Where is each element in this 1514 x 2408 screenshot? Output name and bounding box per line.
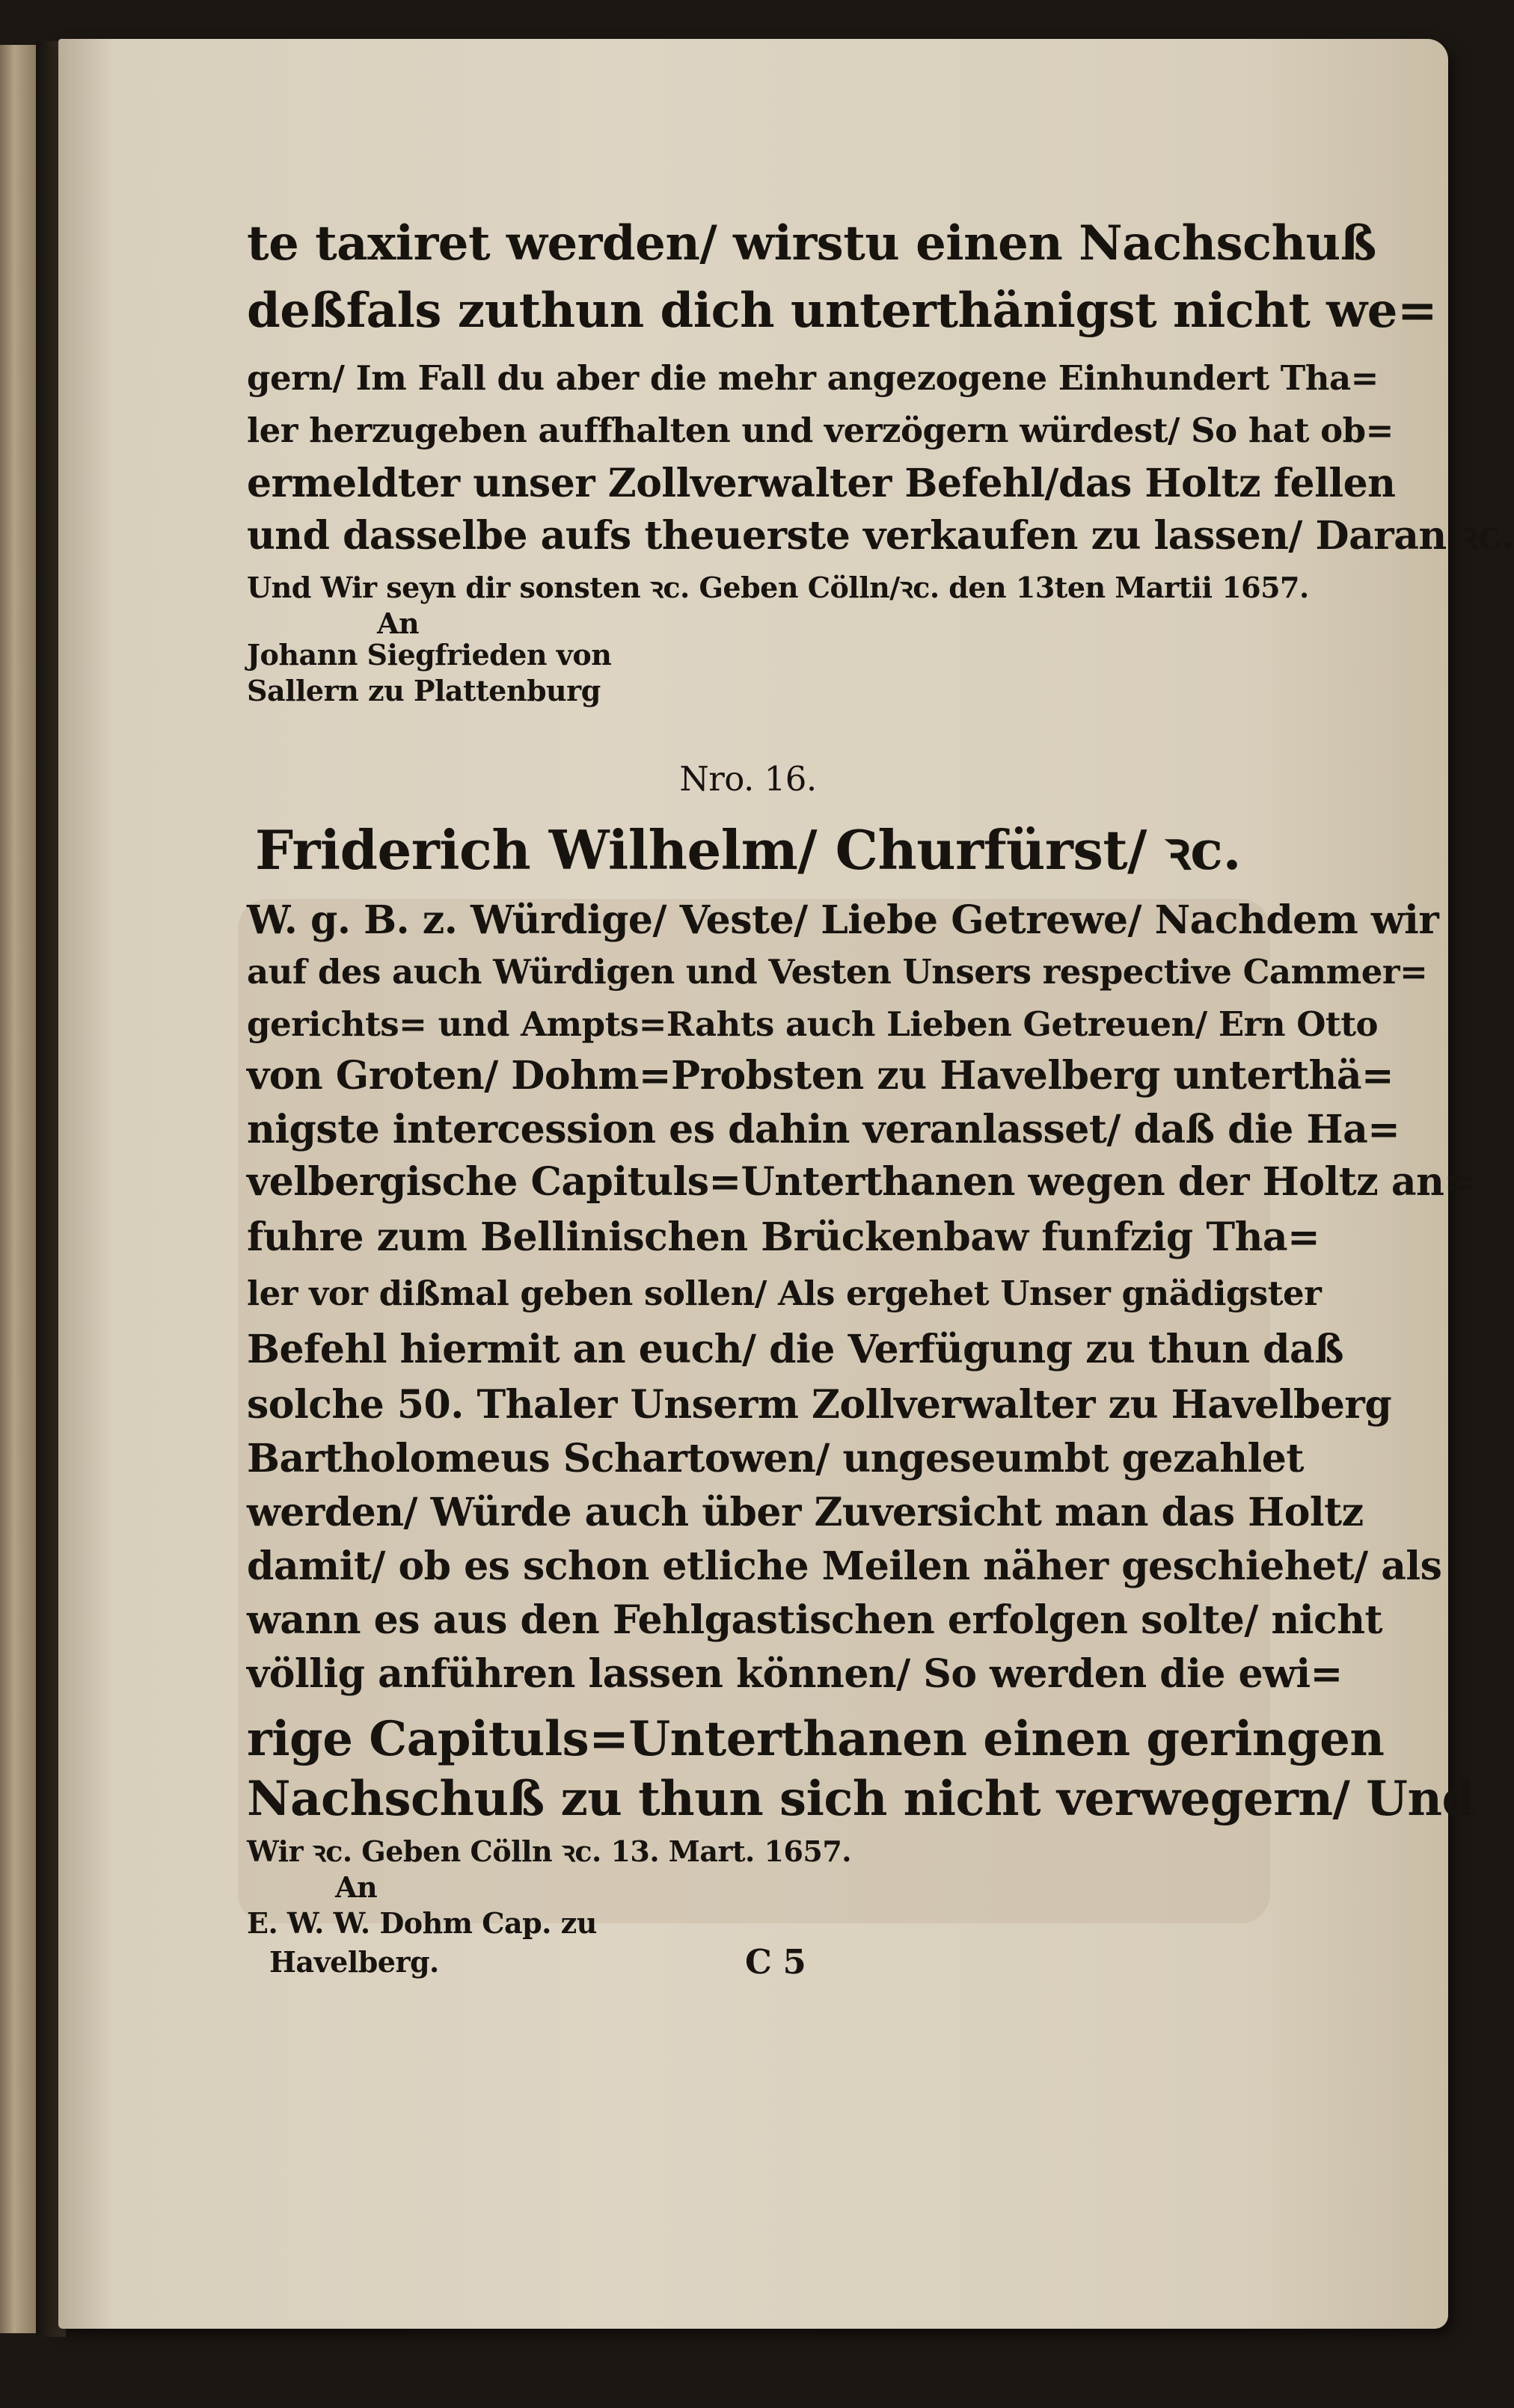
text-line: von Groten/ Dohm=Probsten zu Havelberg unterthä= <box>247 1053 1394 1099</box>
text-line: rige Capituls=Unterthanen einen geringen <box>247 1711 1385 1767</box>
text-line: deßfals zuthun dich unterthänigst nicht we= <box>247 283 1438 339</box>
text-line: Nachschuß zu thun sich nicht verwegern/ Und <box>247 1771 1475 1827</box>
text-line: velbergische Capituls=Unterthanen wegen der Holtz an= <box>247 1159 1477 1205</box>
text-line: ler herzugeben auffhalten und verzögern würdest/ So hat ob= <box>247 411 1394 450</box>
document-page <box>58 39 1514 2329</box>
text-line: gern/ Im Fall du aber die mehr angezogene Einhundert Tha= <box>247 358 1379 398</box>
previous-page-edge <box>0 45 36 2333</box>
text-line: und dasselbe aufs theuerste verkaufen zu lassen/ Daran ꝛc. <box>247 513 1514 559</box>
addressee-line: Sallern zu Plattenburg <box>247 674 601 707</box>
text-line: Wir ꝛc. Geben Cölln ꝛc. 13. Mart. 1657. <box>247 1834 852 1868</box>
addressee-line: Johann Siegfrieden von <box>247 638 612 672</box>
text-line: Bartholomeus Schartowen/ ungeseumbt gezahlet <box>247 1436 1304 1481</box>
text-line: solche 50. Thaler Unserm Zollverwalter zu Havelberg <box>247 1382 1392 1428</box>
text-line: völlig anführen lassen können/ So werden die ewi= <box>247 1651 1343 1697</box>
text-line: te taxiret werden/ wirstu einen Nachschuß <box>247 215 1376 271</box>
addressee-line: Havelberg. <box>269 1945 439 1979</box>
text-line: ermeldter unser Zollverwalter Befehl/das Holtz fellen <box>247 461 1396 506</box>
text-line: gerichts= und Ampts=Rahts auch Lieben Getreuen/ Ern Otto <box>247 1004 1379 1044</box>
text-line: Und Wir seyn dir sonsten ꝛc. Geben Cölln/ꝛc. den 13ten Martii 1657. <box>247 571 1309 604</box>
signature-mark: C 5 <box>745 1942 806 1982</box>
addressee-an: An <box>335 1870 378 1904</box>
text-line: W. g. B. z. Würdige/ Veste/ Liebe Getrewe/ Nachdem wir <box>247 897 1439 943</box>
document-title: Friderich Wilhelm/ Churfürst/ ꝛc. <box>254 818 1242 882</box>
text-line: nigste intercession es dahin veranlasset/ daß die Ha= <box>247 1107 1400 1152</box>
addressee-line: E. W. W. Dohm Cap. zu <box>247 1906 597 1940</box>
text-line: ler vor dißmal geben sollen/ Als ergehet Unser gnädigster <box>247 1274 1322 1313</box>
text-line: damit/ ob es schon etliche Meilen näher geschiehet/ als <box>247 1544 1442 1589</box>
text-line: wann es aus den Fehlgastischen erfolgen solte/ nicht <box>247 1597 1383 1643</box>
text-line: fuhre zum Bellinischen Brückenbaw funfzig Tha= <box>247 1214 1320 1260</box>
text-line: werden/ Würde auch über Zuversicht man das Holtz <box>247 1490 1364 1535</box>
addressee-an: An <box>377 606 420 640</box>
document-number: Nro. 16. <box>679 759 817 799</box>
text-line: auf des auch Würdigen und Vesten Unsers respective Cammer= <box>247 952 1428 992</box>
text-line: Befehl hiermit an euch/ die Verfügung zu thun daß <box>247 1327 1344 1372</box>
